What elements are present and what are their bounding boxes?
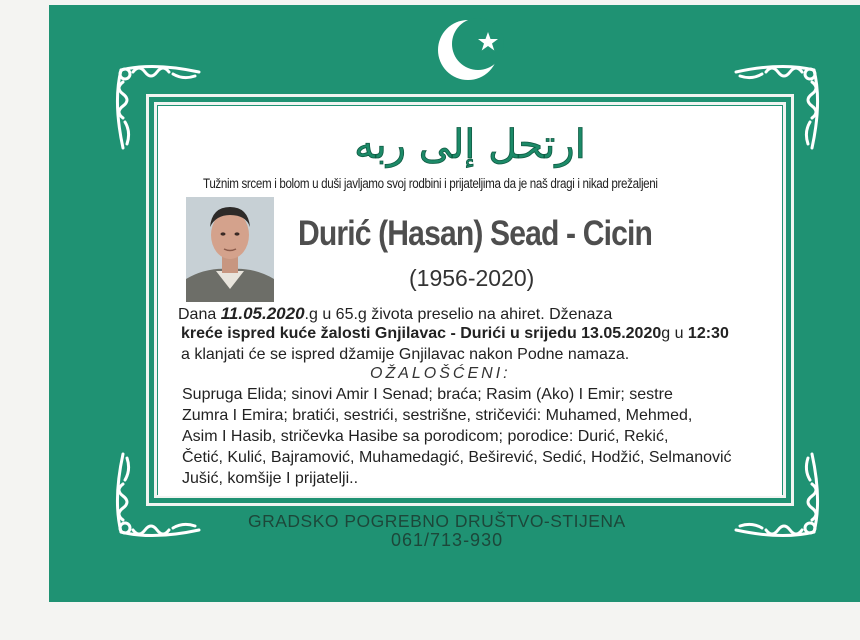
mourners-line: Četić, Kulić, Bajramović, Muhamedagić, Beširević, Sedić, Hodžić, Selmanović bbox=[182, 449, 732, 466]
announcement-line-1: Dana 11.05.2020.g u 65.g života preselio na ahiret. Dženaza bbox=[178, 304, 613, 323]
death-date: 11.05.2020 bbox=[220, 304, 305, 323]
mourners-line: Asim I Hasib, stričevka Hasibe sa porodicom; porodice: Durić, Rekić, bbox=[182, 428, 669, 445]
mourners-line: Supruga Elida; sinovi Amir I Senad; braća; Rasim (Ako) I Emir; sestre bbox=[182, 386, 673, 403]
mourners-line: Jušić, komšije I prijatelji.. bbox=[182, 470, 359, 487]
mourners-heading: OŽALOŠĆENI: bbox=[370, 365, 511, 382]
announcement-line-2: kreće ispred kuće žalosti Gnjilavac - Durići u srijedu 13.05.2020g u 12:30 bbox=[181, 325, 729, 342]
deceased-name: Durić (Hasan) Sead - Cicin bbox=[298, 214, 652, 253]
ornament-top-left bbox=[113, 62, 203, 152]
crescent-star-icon bbox=[438, 14, 504, 84]
arabic-calligraphy bbox=[350, 112, 590, 174]
company-phone: 061/713-930 bbox=[391, 530, 504, 550]
ornament-top-right bbox=[732, 62, 822, 152]
mourners-list bbox=[182, 384, 782, 489]
life-years: (1956-2020) bbox=[409, 265, 535, 291]
funeral-company: GRADSKO POGREBNO DRUŠTVO-STIJENA bbox=[248, 511, 626, 531]
mourners-line: Zumra I Emira; bratići, sestrići, sestrišne, stričevići: Muhamed, Mehmed, bbox=[182, 407, 693, 424]
announcement-line-3: a klanjati će se ispred džamije Gnjilavac nakon Podne namaza. bbox=[181, 346, 630, 363]
svg-text:ارتحل إلى ربه: ارتحل إلى ربه bbox=[354, 122, 586, 168]
deceased-photo bbox=[186, 197, 274, 302]
intro-text: Tužnim srcem i bolom u duši javljamo svoj rodbini i prijateljima da je naš dragi i nikad prežaljeni bbox=[203, 176, 658, 191]
